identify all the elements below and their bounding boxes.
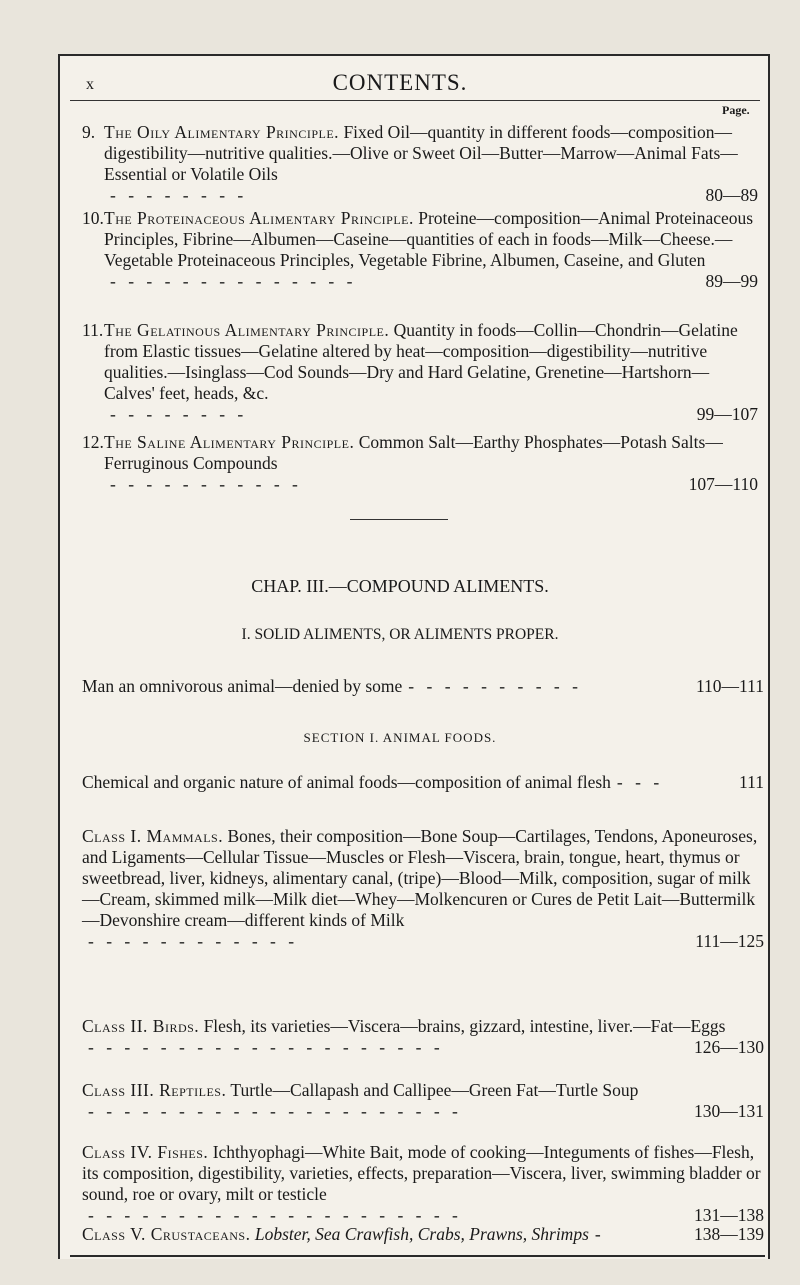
leader-dots: - - - - - - - -: [110, 404, 248, 424]
leader-dots: - - - - - - - - - - - - - -: [110, 271, 357, 291]
entry-text: Proteine—composition—Animal Proteinaceous Principles, Fibrine—Albumen—Caseine—quantities of each in foods—Milk—Cheese.—Vegetable Proteinaceous Principles, Vegetable Fibrine, Albumen, Caseine, and Gluten: [104, 208, 754, 270]
entry-text: Turtle—Callapash and Callipee—Green Fat—Turtle Soup: [230, 1080, 639, 1100]
leader-dots: - - - - - - - -: [110, 185, 248, 205]
entry-text: Bones, their composition—Bone Soup—Cartilages, Tendons, Aponeuroses, and Ligaments—Cellular Tissue—Muscles or Flesh—Viscera, brain, tongue, heart, thymus or sweetbread, liver, kidneys, alimentary canal, (tripe)—Blood—Milk, composition, sugar of milk—Cream, skimmed milk—Milk diet—Whey—Molkencuren or Cures de Petit Lait—Buttermilk—Devonshire cream—different kinds of Milk: [82, 826, 758, 930]
entry-pages: 111—125: [695, 931, 764, 951]
entry-heading: Class III. Reptiles.: [82, 1080, 227, 1100]
leader-dots: -: [594, 1224, 605, 1244]
entry-heading: Class I. Mammals.: [82, 826, 224, 846]
entry-heading: Class IV. Fishes.: [82, 1142, 209, 1162]
entry-pages: 110—111: [695, 676, 764, 696]
entry-heading: The Gelatinous Alimentary Principle.: [104, 320, 390, 340]
toc-entry: [82, 1142, 764, 1226]
entry-pages: 126—130: [694, 1037, 764, 1057]
toc-entry: [82, 772, 764, 793]
entry-heading: The Proteinaceous Alimentary Principle.: [104, 208, 414, 228]
leader-dots: - - -: [616, 772, 664, 792]
toc-entry: [82, 208, 758, 292]
toc-entry: [82, 676, 764, 697]
entry-text: Ichthyophagi—White Bait, mode of cooking—Integuments of fishes—Flesh, its composition, digestibility, varieties, effects, preparation—Viscera, liver, swimming bladder or sound, roe or ovary, milt or testicle: [82, 1142, 761, 1204]
bottom-border: [70, 1255, 765, 1257]
entry-text: Man an omnivorous animal—denied by some: [82, 676, 403, 696]
toc-entry: [82, 1224, 764, 1245]
entry-number: 12.: [82, 432, 104, 452]
entry-text: Chemical and organic nature of animal foods—composition of animal flesh: [82, 772, 611, 792]
toc-entry: [82, 432, 758, 495]
entry-number: 9.: [82, 122, 96, 142]
chapter-subtitle: I. SOLID ALIMENTS, OR ALIMENTS PROPER.: [241, 626, 559, 643]
toc-entry: [82, 826, 764, 952]
entry-pages: 111: [739, 772, 764, 792]
chapter-title: CHAP. III.—COMPOUND ALIMENTS.: [251, 576, 549, 596]
entry-number: 10.: [82, 208, 104, 228]
toc-entry: [82, 122, 758, 206]
entry-text: Common Salt—Earthy Phosphates—Potash Salts—Ferruginous Compounds: [104, 432, 723, 473]
header-divider: [70, 100, 760, 101]
toc-entry: [82, 1080, 764, 1122]
entry-number: 11.: [82, 320, 104, 340]
entry-heading: Class V. Crustaceans.: [82, 1224, 251, 1244]
entry-pages: 107—110: [688, 474, 758, 494]
leader-dots: - - - - - - - - - - - -: [88, 931, 299, 951]
entry-pages: 89—99: [705, 271, 758, 291]
entry-pages: 80—89: [705, 185, 758, 205]
right-border: [768, 54, 770, 1259]
toc-entry: [82, 320, 758, 425]
entry-heading: Class II. Birds.: [82, 1016, 200, 1036]
top-border: [58, 54, 770, 56]
entry-heading: The Saline Alimentary Principle.: [104, 432, 355, 452]
entry-heading: The Oily Alimentary Principle.: [104, 122, 340, 142]
leader-dots: - - - - - - - - - - - - - - - - - - - -: [88, 1037, 444, 1057]
leader-dots: - - - - - - - - - - - - - - - - - - - - -: [88, 1101, 462, 1121]
left-border: [58, 54, 60, 1259]
entry-text: Fixed Oil—quantity in different foods—composition—digestibility—nutritive qualities.—Olive or Sweet Oil—Butter—Marrow—Animal Fats—Essential or Volatile Oils: [104, 122, 738, 184]
entry-pages: 138—139: [694, 1224, 764, 1244]
leader-dots: - - - - - - - - - - - - - - - - - - - - -: [88, 1205, 462, 1225]
page-column-label: Page.: [722, 103, 750, 117]
section-divider: [350, 519, 448, 520]
page-title: CONTENTS.: [332, 70, 468, 95]
entry-pages: 99—107: [696, 404, 758, 424]
entry-text: Lobster, Sea Crawfish, Crabs, Prawns, Shrimps: [254, 1224, 589, 1244]
section-heading: SECTION I. ANIMAL FOODS.: [303, 730, 497, 745]
entry-text: Quantity in foods—Collin—Chondrin—Gelatine from Elastic tissues—Gelatine altered by heat—composition—digestibility—nutritive qualities.—Isinglass—Cod Sounds—Dry and Hard Gelatine, Grenetine—Hartshorn—Calves' feet, heads, &c.: [104, 320, 738, 403]
leader-dots: - - - - - - - - - -: [408, 676, 582, 696]
entry-text: Flesh, its varieties—Viscera—brains, gizzard, intestine, liver.—Fat—Eggs: [203, 1016, 726, 1036]
toc-entry: [82, 1016, 764, 1058]
entry-pages: 130—131: [694, 1101, 764, 1121]
page-roman-numeral: x: [86, 76, 94, 93]
leader-dots: - - - - - - - - - - -: [110, 474, 302, 494]
entry-pages: 131—138: [694, 1205, 764, 1225]
